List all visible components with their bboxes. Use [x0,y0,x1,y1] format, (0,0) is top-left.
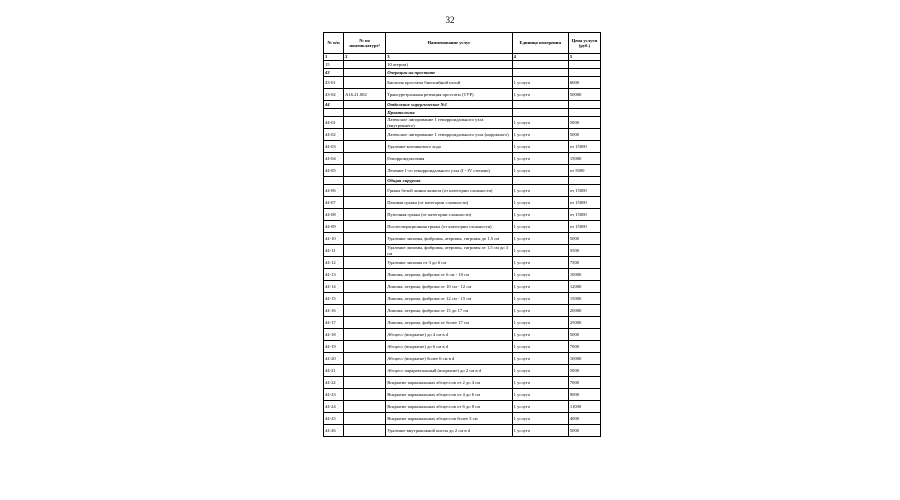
cell-code [344,61,386,69]
cell-name: Удаление копчикового хода [386,141,512,153]
cell-code [344,425,386,437]
cell-price: от 5000 [568,165,600,177]
table-row [324,305,601,317]
cell-price: 5000 [568,329,600,341]
table-row [324,353,601,365]
table-row [324,377,601,389]
cell-unit: 1 услуга [512,221,568,233]
cell-price: 5000 [568,365,600,377]
cell-code [344,257,386,269]
cell-name: Вскрытие параанальных абсцессов более 3 см [386,413,512,425]
cell-price: 5000 [568,129,600,141]
cell-unit: 1 услуга [512,117,568,129]
section-row [324,69,601,77]
header-name: Наименование услуг [386,33,512,54]
cell-code: A16.21.002 [344,89,386,101]
header-code: № по номенклатуре¹ [344,33,386,54]
cell-price: 5000 [568,425,600,437]
cell-name: Абсцесс (вскрытие) до 4 см в d [386,329,512,341]
table-row [324,165,601,177]
cell-unit [512,61,568,69]
cell-num: 44-25 [324,413,344,425]
cell-name: Липома, атерома, фиброма от 10 см - 12 см [386,281,512,293]
table-row [324,117,601,129]
table-row [324,185,601,197]
cell-unit: 1 услуга [512,317,568,329]
cell-code [344,185,386,197]
table-row [324,77,601,89]
cell-unit [512,177,568,185]
cell-price: 15000 [568,153,600,165]
cell-price [568,177,600,185]
cell-unit: 1 услуга [512,401,568,413]
cell-name: Операции на простате [386,69,512,77]
cell-name: Биопсия простаты биопсийной иглой [386,77,512,89]
cell-num: 44-10 [324,233,344,245]
index-cell: 5 [568,54,600,61]
cell-num: 44-23 [324,389,344,401]
cell-num: 43-02 [324,89,344,101]
cell-num: 44-26 [324,425,344,437]
cell-code [344,197,386,209]
table-row [324,209,601,221]
cell-price [568,61,600,69]
cell-num: 44-02 [324,129,344,141]
cell-name: Проктология [386,109,512,117]
cell-unit: 1 услуга [512,269,568,281]
cell-unit: 1 услуга [512,329,568,341]
cell-name: Удаление липомы, фибромы, атеромы, гигромы до 1,5 см [386,233,512,245]
index-cell: 1 [324,54,344,61]
cell-code [344,117,386,129]
cell-num: 44-01 [324,117,344,129]
header-num: № п/п [324,33,344,54]
table-row [324,269,601,281]
cell-num: 44-13 [324,269,344,281]
cell-price: 5500 [568,245,600,257]
cell-code [344,413,386,425]
cell-num: 44-17 [324,317,344,329]
cell-price: 10000 [568,353,600,365]
subsection-row [324,177,601,185]
cell-price: 50000 [568,89,600,101]
cell-name: Геморроидэктомия [386,153,512,165]
cell-num: 44-22 [324,377,344,389]
price-table [323,32,601,437]
table-row [324,281,601,293]
cell-price: 11000 [568,401,600,413]
cell-num: 44-12 [324,257,344,269]
cell-name: Трансуретральная резекция простаты (ТУР) [386,89,512,101]
cell-code [344,141,386,153]
cell-name: Послеоперационная грыжа (от категории сложности) [386,221,512,233]
cell-num: 43-01 [324,77,344,89]
cell-num: 44-14 [324,281,344,293]
cell-unit: 1 услуга [512,245,568,257]
cell-price: 4000 [568,413,600,425]
cell-name: Липома, атерома, фиброма от 6 см - 10 см [386,269,512,281]
cell-name: Латексное лигирование 1 геморроидального узла (внутреннего) [386,117,512,129]
cell-price: 6000 [568,77,600,89]
cell-code [344,153,386,165]
cell-name: 10 атером) [386,61,512,69]
table-row [324,257,601,269]
cell-name: Вскрытие параанальных абсцессов от 4 до 6 см [386,389,512,401]
cell-num: 44-18 [324,329,344,341]
cell-unit [512,101,568,109]
cell-num: 44-20 [324,353,344,365]
cell-code [344,317,386,329]
cell-num: 44-06 [324,185,344,197]
table-row [324,401,601,413]
cell-name: Латексное лигирование 1 геморроидального узла (наружного) [386,129,512,141]
cell-price: 7500 [568,257,600,269]
cell-code [344,401,386,413]
cell-price: 5000 [568,233,600,245]
cell-price: от 15000 [568,209,600,221]
cell-code [344,329,386,341]
cell-code [344,101,386,109]
cell-unit: 1 услуга [512,389,568,401]
header-unit: Единица измерения [512,33,568,54]
cell-code [344,377,386,389]
table-row [324,61,601,69]
table-row [324,129,601,141]
cell-price: от 15000 [568,221,600,233]
table-row [324,317,601,329]
cell-name: Абсцесс (вскрытие) более 6 см в d [386,353,512,365]
column-index-row [324,54,601,61]
header-row [324,33,601,54]
table-row [324,293,601,305]
cell-num [324,177,344,185]
cell-code [344,365,386,377]
cell-code [344,165,386,177]
cell-num: 44-05 [324,165,344,177]
cell-name: Паховая грыжа (от категории сложности) [386,197,512,209]
cell-code [344,221,386,233]
table-row [324,153,601,165]
cell-code [344,77,386,89]
cell-code [344,177,386,185]
table-row [324,365,601,377]
cell-num: 44-11 [324,245,344,257]
cell-price: 15000 [568,293,600,305]
cell-unit: 1 услуга [512,293,568,305]
header-price: Цена услуги (руб.) [568,33,600,54]
index-cell: 3 [386,54,512,61]
cell-price: 9000 [568,389,600,401]
table-row [324,245,601,257]
cell-unit: 1 услуга [512,89,568,101]
cell-name: Липома, атерома, фиброма от 12 см - 15 см [386,293,512,305]
cell-price: от 15000 [568,185,600,197]
cell-price: 25000 [568,317,600,329]
cell-num: 43 [324,69,344,77]
cell-price: 12000 [568,281,600,293]
cell-code [344,129,386,141]
cell-num: 44-19 [324,341,344,353]
table-row [324,389,601,401]
cell-num: 44-09 [324,221,344,233]
table-row [324,141,601,153]
cell-unit: 1 услуга [512,209,568,221]
table-row [324,89,601,101]
cell-code [344,293,386,305]
cell-name: Вскрытие параанальных абсцессов от 2 до 4 см [386,377,512,389]
cell-num: 44-04 [324,153,344,165]
cell-unit: 1 услуга [512,197,568,209]
cell-price: 20000 [568,305,600,317]
table-row [324,329,601,341]
cell-unit: 1 услуга [512,377,568,389]
cell-price: 5000 [568,117,600,129]
cell-code [344,353,386,365]
cell-unit: 1 услуга [512,129,568,141]
cell-unit: 1 услуга [512,425,568,437]
cell-code [344,209,386,221]
cell-unit: 1 услуга [512,305,568,317]
cell-num: 44-21 [324,365,344,377]
table-row [324,341,601,353]
cell-name: Липома, атерома, фиброма от более 17 см [386,317,512,329]
cell-name: Пупочная грыжа (от категории сложности) [386,209,512,221]
cell-name: Липома, атерома, фиброма от 15 до 17 см [386,305,512,317]
cell-name: Общая хирургия [386,177,512,185]
cell-code [344,69,386,77]
cell-unit: 1 услуга [512,365,568,377]
cell-price [568,101,600,109]
cell-unit: 1 услуга [512,141,568,153]
cell-price: 7000 [568,377,600,389]
table-row [324,413,601,425]
table-row [324,221,601,233]
cell-code [344,109,386,117]
cell-code [344,281,386,293]
cell-num: 44-16 [324,305,344,317]
cell-num: 44-24 [324,401,344,413]
cell-unit: 1 услуга [512,341,568,353]
cell-unit: 1 услуга [512,257,568,269]
cell-num: 15 [324,61,344,69]
index-cell: 4 [512,54,568,61]
cell-num: 44-03 [324,141,344,153]
cell-code [344,305,386,317]
cell-name: Грыжа белой линии живота (от категории сложности) [386,185,512,197]
cell-price: от 15000 [568,197,600,209]
page-number: 32 [445,15,455,25]
cell-name: Абсцесс (вскрытие) до 6 см в d [386,341,512,353]
cell-unit [512,69,568,77]
cell-unit: 1 услуга [512,413,568,425]
cell-code [344,341,386,353]
table-row [324,425,601,437]
cell-unit: 1 услуга [512,153,568,165]
cell-num: 44 [324,101,344,109]
cell-name: Лечение 1-го геморроидального узла (I - IV степень) [386,165,512,177]
cell-price: от 15000 [568,141,600,153]
cell-unit: 1 услуга [512,353,568,365]
cell-name: Отделение хирургическое №1 [386,101,512,109]
cell-name: Вскрытие параанальных абсцессов от 6 до 8 см [386,401,512,413]
cell-unit: 1 услуга [512,165,568,177]
cell-unit: 1 услуга [512,77,568,89]
cell-code [344,389,386,401]
table-row [324,233,601,245]
cell-unit: 1 услуга [512,185,568,197]
cell-name: Удаление липомы, фибромы, атеромы, гигромы от 1,5 см до 3 см [386,245,512,257]
index-cell: 2 [344,54,386,61]
section-row [324,101,601,109]
cell-name: Удаление липомы от 3 до 6 см [386,257,512,269]
cell-code [344,233,386,245]
cell-code [344,269,386,281]
cell-unit: 1 услуга [512,233,568,245]
cell-num: 44-08 [324,209,344,221]
cell-num [324,109,344,117]
cell-price: 10000 [568,269,600,281]
cell-name: Абсцесс параректальный (вскрытие) до 2 см в d [386,365,512,377]
cell-num: 44-07 [324,197,344,209]
subsection-row [324,109,601,117]
cell-price [568,69,600,77]
cell-code [344,245,386,257]
cell-num: 44-15 [324,293,344,305]
cell-price: 7000 [568,341,600,353]
cell-unit: 1 услуга [512,281,568,293]
cell-name: Удаление внутрикожной кисты до 2 см в d [386,425,512,437]
table-row [324,197,601,209]
cell-price [568,109,600,117]
cell-unit [512,109,568,117]
